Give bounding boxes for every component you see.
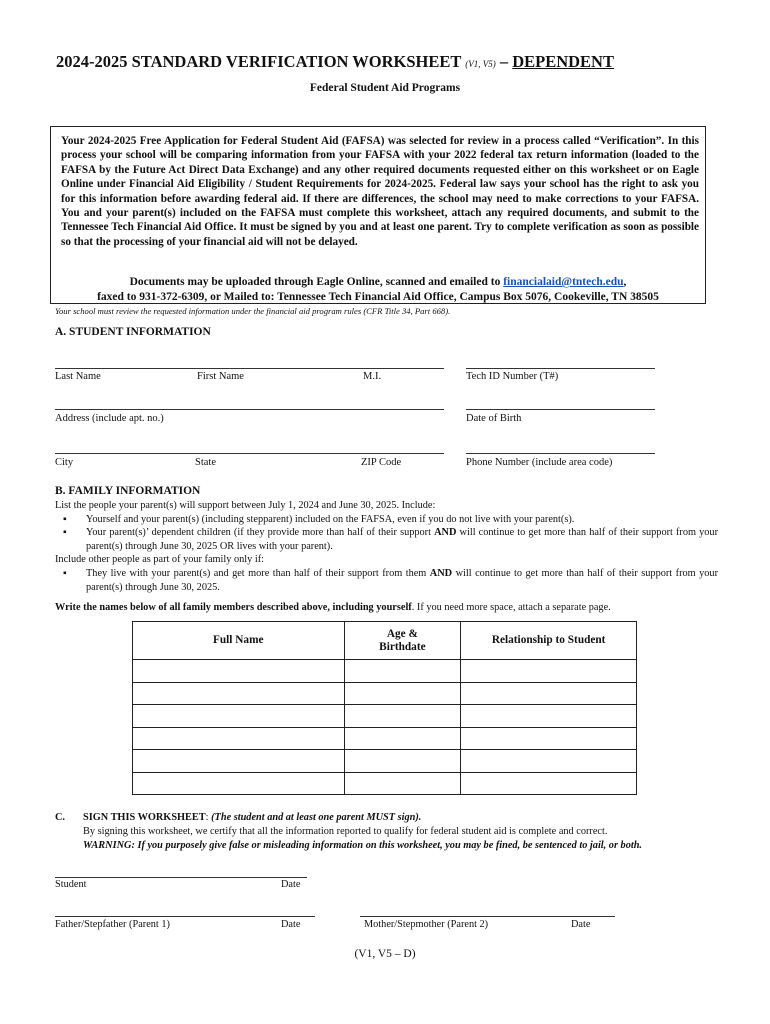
email-link[interactable]: financialaid@tntech.edu	[503, 276, 624, 288]
section-a-heading: A. STUDENT INFORMATION	[55, 326, 211, 338]
table-row	[133, 772, 637, 795]
table-cell[interactable]	[461, 727, 637, 750]
include-other: Include other people as part of your family only if:	[55, 554, 265, 565]
table-row	[133, 682, 637, 705]
table-cell[interactable]	[344, 750, 461, 773]
parent2-label: Mother/Stepmother (Parent 2)	[364, 919, 489, 930]
title-main: 2024-2025 STANDARD VERIFICATION WORKSHEET	[56, 52, 462, 71]
certify-text: By signing this worksheet, we certify that all the information reported to qualify for federal student aid is complete and correct.	[83, 826, 608, 837]
bullet-3-pre: They live with your parent(s) and get more than half of their support from them	[86, 568, 427, 579]
page-title	[56, 52, 614, 72]
table-cell[interactable]	[133, 682, 345, 705]
table-cell[interactable]	[461, 660, 637, 683]
parent1-label: Father/Stepfather (Parent 1)	[55, 919, 170, 930]
family-intro: List the people your parent(s) will support between July 1, 2024 and June 30, 2025. Include:	[55, 500, 436, 511]
address-label: Address (include apt. no.)	[55, 413, 164, 424]
bullet-icon: ▪	[63, 527, 67, 538]
table-row	[133, 727, 637, 750]
section-b-heading: B. FAMILY INFORMATION	[55, 485, 201, 497]
sign-heading: SIGN THIS WORKSHEET	[83, 812, 206, 823]
bullet-icon: ▪	[63, 514, 67, 525]
table-cell[interactable]	[133, 660, 345, 683]
parent2-signature-line[interactable]	[360, 916, 615, 917]
zip-label: ZIP Code	[361, 457, 402, 468]
student-signature-line[interactable]	[55, 877, 307, 878]
intro-paragraph: Your 2024-2025 Free Application for Federal Student Aid (FAFSA) was selected for review in a process called “Verification”. In this process your school will be comparing information from your FAFSA with your 2022 federal tax return information (loaded to the FAFSA by the Future Act Direct Data Exchange) and any other required documents requested either on this worksheet or on Eagle Online under Financial Aid Eligibility / Student Requirements for 2024-2025. Federal law says your school has the right to ask you for this information before awarding federal aid. If there are differences, the school may need to make corrections to your FAFSA. You and your parent(s) included on the FAFSA must complete this worksheet, attach any required documents, and submit to the Tennessee Tech Financial Aid Office. It must be signed by you and at least one parent. Try to complete verification as soon as possible so that the processing of your financial aid will not be delayed.	[61, 135, 699, 248]
table-row	[133, 750, 637, 773]
table-header-row	[133, 622, 637, 660]
sign-colon: :	[205, 812, 209, 823]
table-cell[interactable]	[344, 660, 461, 683]
table-cell[interactable]	[461, 682, 637, 705]
phone-label: Phone Number (include area code)	[466, 457, 613, 468]
table-cell[interactable]	[461, 750, 637, 773]
table-cell[interactable]	[344, 727, 461, 750]
student-label: Student	[55, 879, 87, 890]
bullet-3-post: will continue to get more than half of their support from your parent(s) through June 30, 2025.	[86, 568, 719, 593]
table-row	[133, 660, 637, 683]
state-label: State	[195, 457, 216, 468]
bullet-3-and: AND	[429, 568, 453, 579]
title-version: (V1, V5)	[465, 59, 496, 69]
section-c-letter: C.	[55, 812, 66, 823]
write-names-bold: Write the names below of all family members described above, including yourself	[55, 602, 412, 613]
city-line[interactable]	[55, 453, 444, 454]
title-dependent: DEPENDENT	[512, 52, 614, 71]
col-age-birthdate	[344, 622, 461, 660]
bullet-icon: ▪	[63, 568, 67, 579]
student-date-label: Date	[281, 879, 301, 890]
last-name-label: Last Name	[55, 371, 101, 382]
bullet-2-and: AND	[434, 527, 457, 538]
table-cell[interactable]	[344, 682, 461, 705]
table-cell[interactable]	[344, 772, 461, 795]
city-label: City	[55, 457, 74, 468]
tech-id-line[interactable]	[466, 368, 655, 369]
col-age-line2: Birthdate	[379, 640, 426, 653]
first-name-label: First Name	[197, 371, 244, 382]
phone-line[interactable]	[466, 453, 655, 454]
parent1-signature-line[interactable]	[55, 916, 315, 917]
bullet-3	[86, 567, 718, 594]
upload-line1: Documents may be uploaded through Eagle Online, scanned and emailed to	[129, 276, 501, 288]
sign-heading-note: (The student and at least one parent MUST sign).	[211, 812, 422, 823]
bullet-2-post: will continue to get more than half of their support from your parent(s) through June 30, 2025 OR lives with your parent).	[86, 527, 719, 552]
col-full-name: Full Name	[133, 622, 345, 660]
mi-label: M.I.	[363, 371, 382, 382]
page-subtitle: Federal Student Aid Programs	[309, 82, 461, 94]
warning-text: WARNING: If you purposely give false or misleading information on this worksheet, you may be fined, be sentenced to jail, or both.	[83, 840, 642, 851]
table-cell[interactable]	[133, 772, 345, 795]
col-relationship: Relationship to Student	[461, 622, 637, 660]
upload-instructions	[50, 275, 706, 305]
title-dash: –	[499, 52, 509, 71]
page-footer: (V1, V5 – D)	[354, 948, 416, 960]
name-line[interactable]	[55, 368, 444, 369]
tech-id-label: Tech ID Number (T#)	[466, 371, 559, 382]
table-cell[interactable]	[133, 705, 345, 728]
upload-line2: faxed to 931-372-6309, or Mailed to: Tennessee Tech Financial Aid Office, Campus Box 5076, Cookeville, TN 38505	[97, 291, 659, 303]
table-cell[interactable]	[344, 705, 461, 728]
bullet-1: Yourself and your parent(s) (including stepparent) included on the FAFSA, even if you do not live with your parent(s).	[86, 514, 575, 525]
table-row	[133, 705, 637, 728]
bullet-2-pre: Your parent(s)’ dependent children (if they provide more than half of their support	[86, 527, 431, 538]
write-names-instruction	[55, 601, 611, 615]
table-cell[interactable]	[133, 727, 345, 750]
family-table	[132, 621, 637, 795]
col-age-line1: Age &	[386, 627, 418, 640]
bullet-2	[86, 526, 718, 553]
parent2-date-label: Date	[571, 919, 591, 930]
parent1-date-label: Date	[281, 919, 301, 930]
table-cell[interactable]	[461, 772, 637, 795]
dob-label: Date of Birth	[466, 413, 522, 424]
upload-comma: ,	[623, 276, 627, 288]
write-names-rest: . If you need more space, attach a separate page.	[411, 602, 611, 613]
cfr-note: Your school must review the requested information under the financial aid program rules (CFR Title 34, Part 668).	[55, 306, 451, 316]
table-cell[interactable]	[133, 750, 345, 773]
section-c-heading	[83, 812, 421, 823]
table-cell[interactable]	[461, 705, 637, 728]
dob-line[interactable]	[466, 409, 655, 410]
address-line[interactable]	[55, 409, 444, 410]
